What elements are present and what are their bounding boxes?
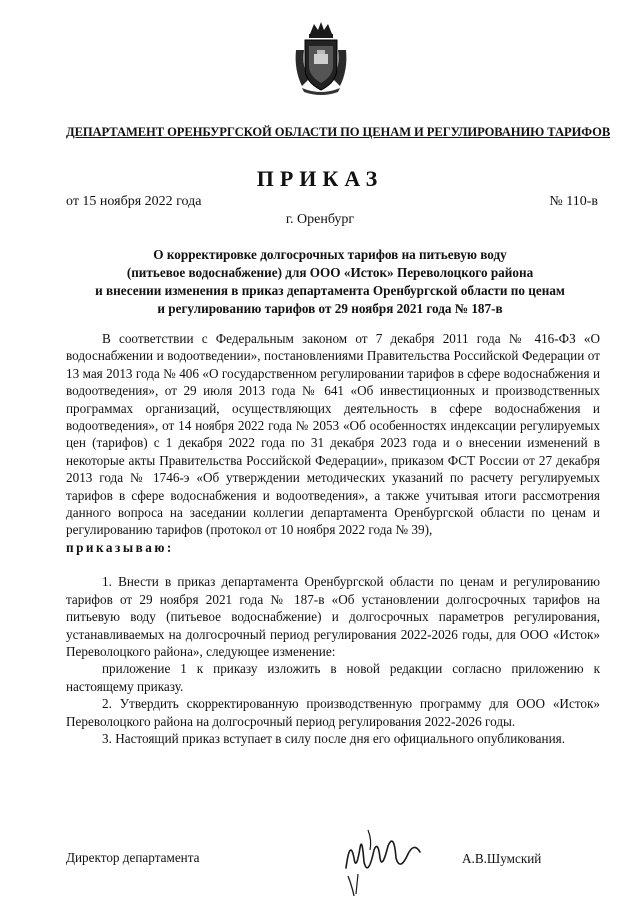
item-1-detail-paragraph: приложение 1 к приказу изложить в новой редакции согласно приложению к настоящему приказу.	[66, 661, 600, 694]
order-word: приказываю:	[66, 539, 174, 555]
subject-line: и внесении изменения в приказ департамента Оренбургской области по ценам	[95, 283, 565, 298]
order-number: № 110-в	[549, 194, 598, 209]
order-subject	[60, 246, 600, 318]
department-name: ДЕПАРТАМЕНТ ОРЕНБУРГСКОЙ ОБЛАСТИ ПО ЦЕНАМ И РЕГУЛИРОВАНИЮ ТАРИФОВ	[66, 125, 611, 139]
document-title: ПРИКАЗ	[256, 166, 384, 191]
item-2-paragraph: 2. Утвердить скорректированную производственную программу для ООО «Исток» Переволоцкого района на долгосрочный период регулирования 2022-2026 годы.	[66, 696, 600, 729]
subject-line: О корректировке долгосрочных тарифов на питьевую воду	[153, 247, 507, 262]
handwritten-signature	[328, 828, 438, 898]
coat-of-arms-emblem	[292, 20, 350, 96]
subject-line: и регулированию тарифов от 29 ноября 2021 года № 187-в	[157, 301, 503, 316]
order-city: г. Оренбург	[285, 212, 355, 227]
preamble-paragraph	[66, 330, 600, 556]
item-3-paragraph: 3. Настоящий приказ вступает в силу после дня его официального опубликования.	[102, 730, 565, 746]
item-1-paragraph: 1. Внести в приказ департамента Оренбургской области по ценам и регулированию тарифов от 29 ноября 2021 года № 187-в «Об установлении долгосрочных тарифов на питьевую воду (питьевое водоснабжение) и долгосрочных параметров регулирования, устанавливаемых на долгосрочный период регулирования 2022-2026 годы, для ООО «Исток» Переволоцкого района», следующее изменение:	[66, 574, 600, 659]
preamble-text: В соответствии с Федеральным законом от 7 декабря 2011 года № 416-ФЗ «О водоснабжении и водоотведении», постановлениями Правительства Российской Федерации от 13 мая 2013 года № 406 «О государственном регулировании тарифов в сфере водоснабжения и водоотведения», от 29 июля 2013 года № 641 «Об инвестиционных и производственных программах организаций, осуществляющих деятельность в сфере водоснабжения и водоотведения», от 14 ноября 2022 года № 2053 «Об особенностях индексации регулируемых цен (тарифов) с 1 декабря 2022 года по 31 декабря 2023 года и о внесении изменений в некоторые акты Правительства Российской Федерации», приказом ФСТ России от 27 декабря 2013 года № 1746-э «Об утверждении методических указаний по расчету регулируемых тарифов в сфере водоснабжения и водоотведения», а также учитывая итоги рассмотрения данного вопроса на заседании коллегии департамента Оренбургской области по ценам и регулированию тарифов (протокол от 10 ноября 2022 года № 39),	[66, 331, 600, 538]
subject-line: (питьевое водоснабжение) для ООО «Исток» Переволоцкого района	[126, 265, 534, 280]
order-body	[66, 330, 600, 747]
order-date: от 15 ноября 2022 года	[66, 194, 202, 209]
signatory-position: Директор департамента	[66, 850, 200, 865]
signatory-name: А.В.Шумский	[462, 851, 542, 866]
